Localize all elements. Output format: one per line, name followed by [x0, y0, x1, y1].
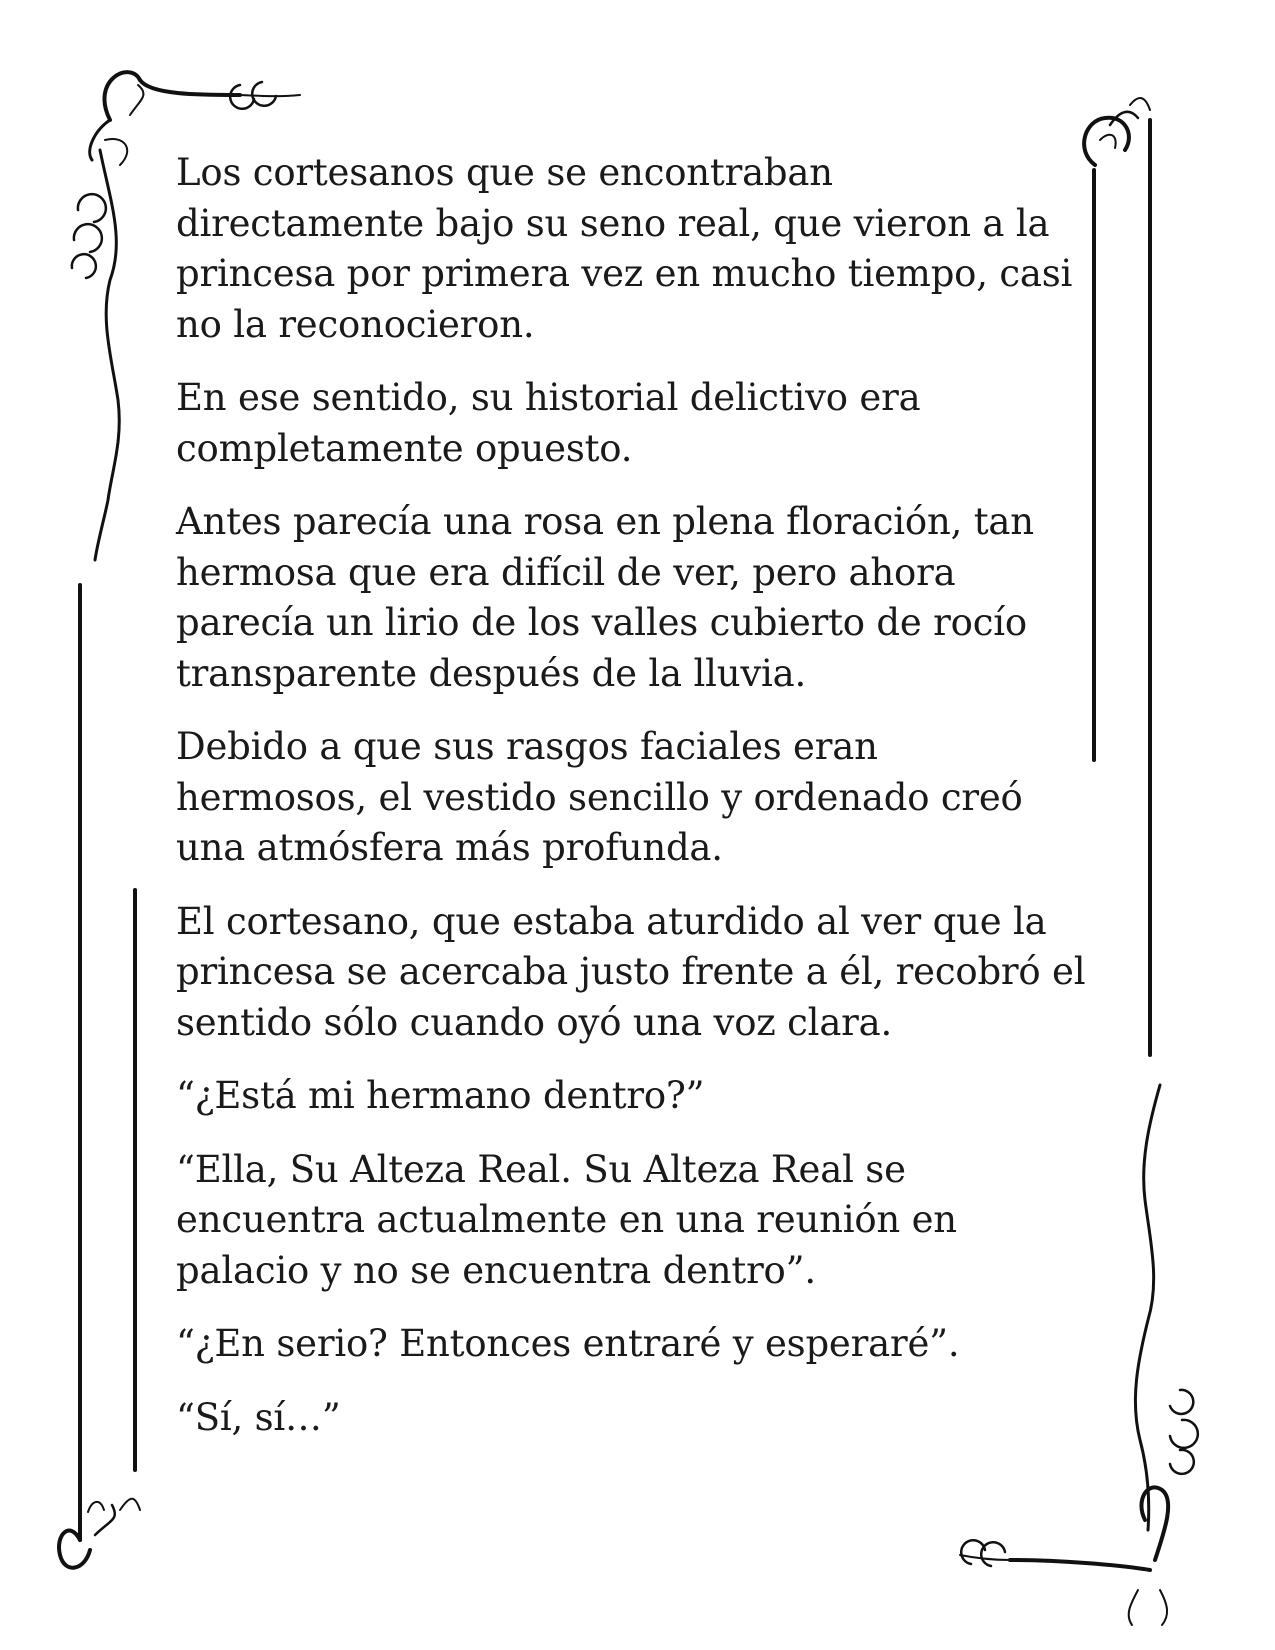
paragraph-1: Los cortesanos que se encontraban directamente bajo su seno real, que vieron a la princesa por primera vez en mucho tiempo, casi no la reconocieron.	[176, 151, 1073, 346]
paragraph-4: Debido a que sus rasgos faciales eran hermosos, el vestido sencillo y ordenado creó una atmósfera más profunda.	[176, 725, 1023, 869]
bottom-left-flourish-icon	[59, 1499, 140, 1568]
story-text	[176, 148, 1106, 1466]
paragraph-3: Antes parecía una rosa en plena floración, tan hermosa que era difícil de ver, pero ahora parecía un lirio de los valles cubierto de rocío transparente después de la lluvia.	[176, 500, 1034, 695]
paragraph-8: “¿En serio? Entonces entraré y esperaré”.	[176, 1322, 960, 1365]
paragraph-9: “Sí, sí…”	[176, 1395, 341, 1439]
paragraph-5: El cortesano, que estaba aturdido al ver que la princesa se acercaba justo frente a él, recobró el sentido sólo cuando oyó una voz clara.	[176, 899, 1086, 1044]
paragraph-6: “¿Está mi hermano dentro?”	[176, 1074, 705, 1117]
paragraph-7: “Ella, Su Alteza Real. Su Alteza Real se encuentra actualmente en una reunión en palacio y no se encuentra dentro”.	[176, 1147, 957, 1292]
paragraph-2: En ese sentido, su historial delictivo era completamente opuesto.	[176, 376, 921, 470]
